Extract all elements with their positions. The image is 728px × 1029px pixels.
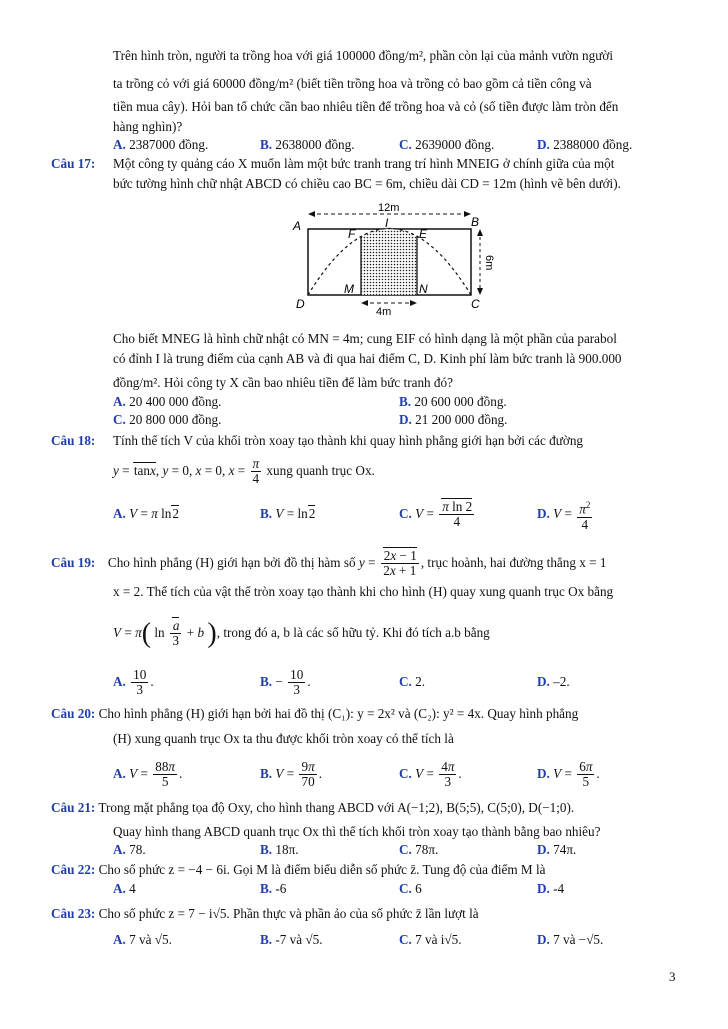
option-key: B. [399,394,412,409]
q22-option-b [260,881,286,897]
q23-option-c [399,932,462,948]
q18-line-1: Tính thể tích V của khối tròn xoay tạo thành khi quay hình phẳng giới hạn bởi các đường [113,433,584,448]
q19-option-b: B. − $\frac{10}{3}$ . [260,667,311,698]
option-text: 18π. [275,842,299,857]
q17-option-a [113,394,221,410]
q20-line-2: (H) xung quanh trục Ox ta thu được khối tròn xoay có thể tích là [113,731,454,746]
option-text: 7 và √5. [129,932,172,947]
option-text: -4 [553,881,565,896]
q21-line-1-text: Trong mặt phẳng tọa độ Oxy, cho hình thang ABCD với A(−1;2), B(5;5), C(5;0), D(−1;0). [98,800,575,815]
q19-line-3-tail: , trong đó a, b là các số hữu tỷ. Khi đó tích a.b bằng [216,625,490,640]
option-key: C. [399,932,412,947]
option-key: A. [113,137,126,152]
option-text: 2. [415,674,426,689]
q18-option-b: B. V = ln2 [260,506,316,521]
q17-figure [288,200,498,315]
intro-line-2: ta trồng cỏ với giá 60000 đồng/m² (biết tiền trồng hoa và trồng cỏ bao gồm cả tiền công và [113,76,592,91]
q22-option-d [537,881,564,897]
option-text: 2638000 đồng. [275,137,355,152]
option-text: 6 [415,881,422,896]
option-key: A. [113,932,126,947]
option-key: C. [399,137,412,152]
option-text: 78π. [415,842,439,857]
intro-line-3: tiền mua cây). Hỏi ban tổ chức cần bao nhiêu tiền để trồng hoa và cỏ (số tiền được làm tròn đến [113,99,619,114]
q18-line-2: y = tanx, y = 0, x = 0, x = $\frac{\pi}{4}$ xung quanh trục Ox. [113,456,375,487]
q19-line-2: x = 2. Thể tích của vật thể tròn xoay tạo thành khi cho hình (H) quay xung quanh trục Ox bằng [113,584,614,599]
option-key: A. [113,394,126,409]
q21-option-d [537,842,576,858]
option-key: C. [399,842,412,857]
option-key: C. [399,766,412,781]
q19-label: Câu 19: [51,555,96,570]
option-key: D. [537,881,550,896]
q23-line-1-text: Cho số phức z = 7 − i√5. Phần thực và phần ảo của số phức z̄ lần lượt là [98,906,479,921]
q23-option-b [260,932,323,948]
page-number: 3 [669,969,676,984]
q22-label: Câu 22: [51,862,96,877]
option-text: 20 800 000 đồng. [129,412,222,427]
q23-label: Câu 23: [51,906,96,921]
q17-line-1: Một công ty quảng cáo X muốn làm một bức tranh trang trí hình MNEIG ở chính giữa của một [113,156,615,171]
q18-label: Câu 18: [51,433,96,448]
option-key: A. [113,766,126,781]
q22-option-c [399,881,422,897]
option-key: D. [537,506,550,521]
q18-option-a: A. V = π ln2 [113,506,179,521]
option-text: 7 và −√5. [553,932,604,947]
label-f: F [348,227,356,241]
label-a: A [293,219,302,233]
label-c: C [471,297,480,311]
option-text: -7 và √5. [275,932,323,947]
q23-line-1 [51,906,479,922]
arrow-br [410,300,417,306]
q17-line-5: đồng/m². Hỏi công ty X cần bao nhiêu tiền để làm bức tranh đó? [113,375,453,390]
q23-option-a [113,932,172,948]
q22-line-1 [51,862,545,878]
option-key: D. [537,842,550,857]
option-key: B. [260,766,273,781]
intro-line-1: Trên hình tròn, người ta trồng hoa với giá 100000 đồng/m², phần còn lại của mảnh vườn người [113,48,614,63]
arrow-bl [361,300,368,306]
q22-line-1-text: Cho số phức z = −4 − 6i. Gọi M là điểm biểu diễn số phức z̄. Tung độ của điểm M là [98,862,546,877]
q19-line-1b: , trục hoành, hai đường thẳng x = 1 [420,555,607,570]
arrow-down [477,288,483,295]
q21-option-a [113,842,146,858]
label-n: N [419,282,428,296]
intro-option-c [399,137,494,153]
option-text: 21 200 000 đồng. [415,412,508,427]
q17-option-c [113,412,221,428]
q21-line-1 [51,800,574,816]
option-key: B. [260,881,273,896]
q21-option-c [399,842,438,858]
label-m: M [344,282,354,296]
arrow-right [464,211,471,217]
option-key: C. [113,412,126,427]
q20-option-a: A. V = $\frac{88\pi}{5}$ . [113,759,183,790]
option-key: B. [260,842,273,857]
painting-region [361,229,417,295]
option-key: D. [537,766,550,781]
option-key: B. [260,137,273,152]
intro-option-d [537,137,632,153]
option-text: -6 [275,881,287,896]
option-text: 20 400 000 đồng. [129,394,222,409]
q19-option-c [399,674,425,690]
option-key: A. [113,674,126,689]
q20-label: Câu 20: [51,706,96,721]
option-key: B. [260,932,273,947]
option-text: 7 và i√5. [415,932,462,947]
label-d: D [296,297,305,311]
option-text: 74π. [553,842,577,857]
label-b: B [471,215,480,229]
option-key: C. [399,881,412,896]
q18-option-d: D. V = $\frac{\pi^2}{4}$ [537,500,591,532]
option-key: A. [113,842,126,857]
option-key: D. [537,137,550,152]
option-key: C. [399,506,412,521]
label-12m: 12m [378,202,400,214]
option-key: A. [113,506,126,521]
option-key: B. [260,674,273,689]
intro-option-a [113,137,208,153]
q18-option-c: C. V = $\frac{\text{π ln 2}}{4}$ [399,499,473,530]
q17-option-b [399,394,507,410]
label-i: I [385,216,389,230]
q17-line-4: có đỉnh I là trung điểm của cạnh AB và đi qua hai điểm C, D. Kinh phí làm bức tranh là 900.000 [113,351,622,366]
label-e: E [419,227,428,241]
q21-line-2: Quay hình thang ABCD quanh trục Ox thì thể tích khối tròn xoay tạo thành bằng bao nhiêu? [113,824,601,839]
q17-option-d [399,412,507,428]
q21-option-b [260,842,299,858]
label-6m: 6m [483,255,495,271]
arrow-up [477,229,483,236]
q17-label: Câu 17: [51,156,96,171]
option-key: D. [537,932,550,947]
option-key: D. [399,412,412,427]
option-key: D. [537,674,550,689]
q21-label: Câu 21: [51,800,96,815]
option-text: –2. [553,674,570,689]
intro-line-4: hàng nghìn)? [113,119,183,134]
q19-option-d [537,674,570,690]
option-text: 4 [129,881,136,896]
q17-line-2: bức tường hình chữ nhật ABCD có chiều cao BC = 6m, chiều dài CD = 12m (hình vẽ bên dưới). [113,176,621,191]
q19-line-3: V = π( ln $\frac{a}{3}$ + b ), trong đó a, b là các số hữu tỷ. Khi đó tích a.b bằng [113,617,490,649]
q20-line-1 [51,706,578,722]
q19-option-a: A. $\frac{10}{3}$ . [113,667,154,698]
q19-line-1a: Cho hình phẳng (H) giới hạn bởi đồ thị hàm số [107,555,356,570]
q18-line-2-tail: xung quanh trục Ox. [266,463,375,478]
label-4m: 4m [376,306,392,315]
q20-line-1-text: Cho hình phẳng (H) giới hạn bởi hai đồ thị (C₁): y = 2x² và (C₂): y² = 4x. Quay hình phẳng [98,706,579,721]
option-text: 78. [129,842,146,857]
q23-option-d [537,932,603,948]
option-key: B. [260,506,273,521]
arrow-left [308,211,315,217]
option-key: A. [113,881,126,896]
q20-option-b: B. V = $\frac{9\pi}{70}$ . [260,759,322,790]
option-text: 2639000 đồng. [415,137,495,152]
q22-option-a [113,881,136,897]
option-key: C. [399,674,412,689]
option-text: 2387000 đồng. [129,137,209,152]
option-text: 20 600 000 đồng. [414,394,507,409]
q17-line-3: Cho biết MNEG là hình chữ nhật có MN = 4m; cung EIF có hình dạng là một phần của parabol [113,331,617,346]
option-text: 2388000 đồng. [553,137,633,152]
q19-line-1: Câu 19: Cho hình phẳng (H) giới hạn bởi đồ thị hàm số y = $\frac{2x - 1}{2x + 1}$ , trục hoành, hai đường thẳng x = 1 [51,548,607,579]
intro-option-b [260,137,355,153]
q20-option-c: C. V = $\frac{4\pi}{3}$ . [399,759,462,790]
q20-option-d: D. V = $\frac{6\pi}{5}$ . [537,759,600,790]
